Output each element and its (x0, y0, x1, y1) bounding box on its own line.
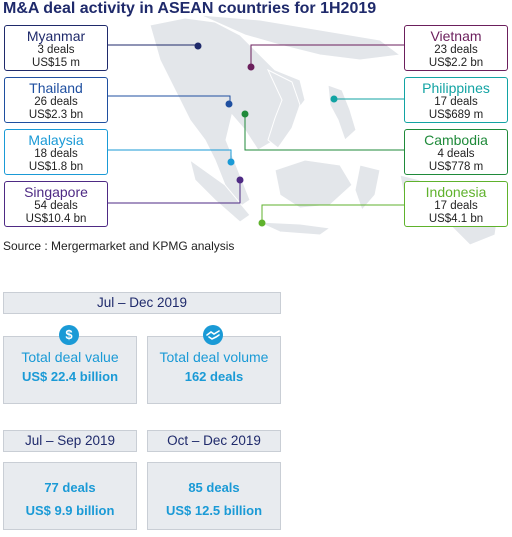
dot-vietnam (248, 64, 255, 71)
dot-singapore (237, 177, 244, 184)
country-deals: 3 deals (37, 44, 75, 56)
country-value: US$2.3 bn (28, 108, 84, 121)
total-value-panel (3, 336, 137, 404)
dot-indonesia (259, 220, 266, 227)
country-box-indonesia (404, 181, 508, 227)
country-box-myanmar (4, 25, 108, 71)
total-value-amount: US$ 22.4 billion (21, 369, 119, 384)
country-deals: 18 deals (34, 148, 78, 160)
q4-deals: 85 deals (188, 480, 240, 495)
country-deals: 17 deals (434, 200, 478, 212)
country-box-singapore (4, 181, 108, 227)
total-volume-amount: 162 deals (184, 369, 244, 384)
total-value-title: Total deal value (21, 349, 119, 365)
total-volume-panel (147, 336, 281, 404)
country-deals: 54 deals (34, 200, 78, 212)
q3-panel (3, 462, 137, 530)
dot-myanmar (195, 43, 202, 50)
dollar-icon: $ (59, 325, 79, 345)
country-value: US$2.2 bn (428, 56, 484, 69)
country-box-philippines (404, 77, 508, 123)
q3-value: US$ 9.9 billion (25, 503, 115, 518)
country-name: Vietnam (430, 28, 482, 44)
handshake-icon (203, 325, 223, 345)
dot-thailand (226, 101, 233, 108)
country-name: Philippines (422, 80, 490, 96)
country-name: Malaysia (28, 132, 84, 148)
q3-header (3, 430, 137, 452)
total-volume-title: Total deal volume (159, 349, 269, 365)
dot-cambodia (242, 111, 249, 118)
country-name: Indonesia (425, 184, 487, 200)
country-value: US$689 m (428, 108, 484, 121)
dot-philippines (331, 96, 338, 103)
page-title: M&A deal activity in ASEAN countries for 1H2019 (3, 0, 377, 17)
country-value: US$10.4 bn (25, 212, 87, 225)
q4-period-label: Oct – Dec 2019 (167, 433, 261, 448)
country-name: Singapore (24, 184, 88, 200)
q4-panel (147, 462, 281, 530)
q3-period-label: Jul – Sep 2019 (24, 433, 116, 448)
q3-deals: 77 deals (44, 480, 96, 495)
country-value: US$778 m (428, 160, 484, 173)
country-box-thailand (4, 77, 108, 123)
country-value: US$4.1 bn (428, 212, 484, 225)
country-name: Thailand (29, 80, 83, 96)
country-deals: 4 deals (437, 148, 475, 160)
country-box-cambodia (404, 129, 508, 175)
period-header (3, 292, 281, 314)
q4-header (147, 430, 281, 452)
country-deals: 23 deals (434, 44, 478, 56)
country-box-malaysia (4, 129, 108, 175)
country-name: Cambodia (424, 132, 488, 148)
dot-malaysia (228, 159, 235, 166)
country-value: US$15 m (32, 56, 80, 69)
country-name: Myanmar (26, 28, 86, 44)
country-deals: 17 deals (434, 96, 478, 108)
country-box-vietnam (404, 25, 508, 71)
country-deals: 26 deals (34, 96, 78, 108)
period-label: Jul – Dec 2019 (96, 295, 188, 310)
source-note: Source : Mergermarket and KPMG analysis (3, 239, 235, 253)
country-value: US$1.8 bn (28, 160, 84, 173)
q4-value: US$ 12.5 billion (165, 503, 263, 518)
